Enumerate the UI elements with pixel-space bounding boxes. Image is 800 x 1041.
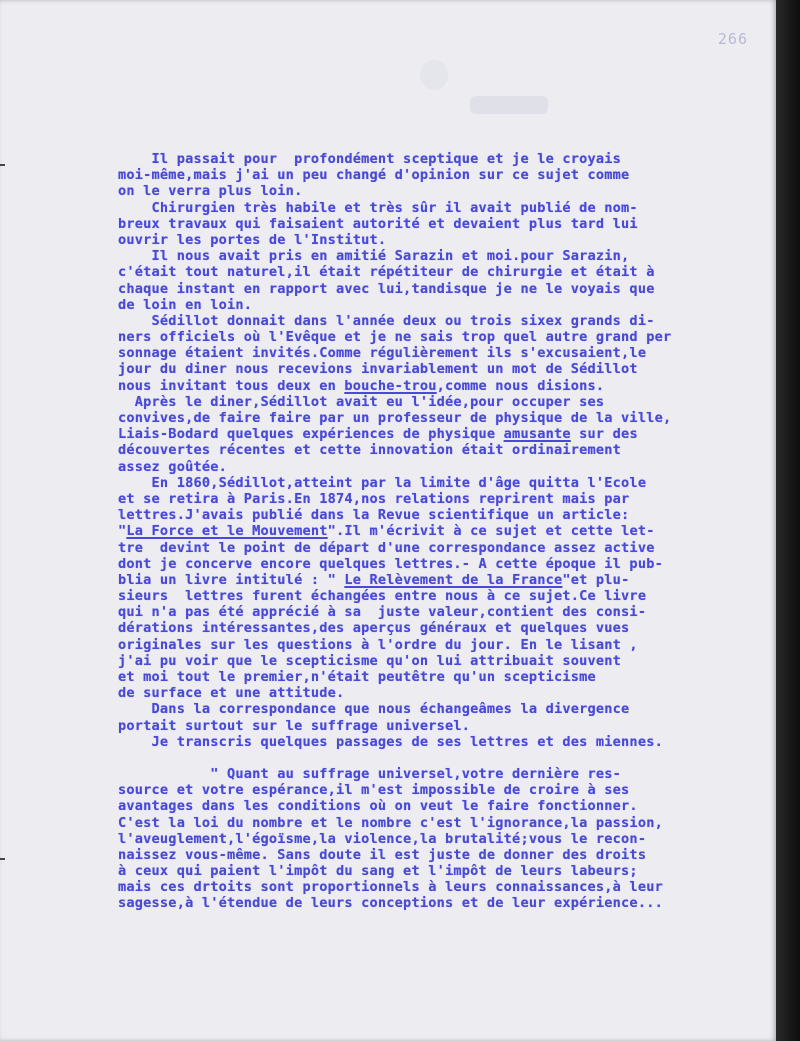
text-line [118,426,776,442]
text-line: Je transcris quelques passages de ses lettres et des miennes. [118,733,663,750]
text-line: chaque instant en rapport avec lui,tandisque je ne le voyais que [118,280,655,297]
underlined-text: Le Relèvement de la France [344,571,563,588]
text-segment: " [118,523,127,540]
underlined-text: bouche-trou [344,377,437,394]
text-line: sieurs lettres furent échangées entre nous à ce sujet.Ce livre [118,588,647,605]
body-text [118,151,776,912]
text-line: Après le diner,Sédillot avait eu l'idée,pour occuper ses [118,393,605,410]
margin-tick-mark [0,858,5,860]
text-line: de loin en loin. [118,296,253,313]
underlined-text: La Force et le Mouvement [126,523,328,540]
faint-stain [420,60,448,90]
text-segment: Liais-Bodard quelques expériences de physique [118,426,504,443]
faint-show-through-mark [470,96,548,114]
text-segment: nous invitant tous deux en [118,377,345,394]
text-line: ouvrir les portes de l'Institut. [118,231,387,248]
text-line: et se retira à Paris.En 1874,nos relations reprirent mais par [118,490,630,507]
text-segment: "et plu- [562,571,630,588]
text-line [118,378,776,394]
text-line: tre devint le point de départ d'une correspondance assez active [118,539,655,556]
text-line: mais ces drtoits sont proportionnels à leurs connaissances,à leur [118,879,663,896]
text-line: Sédillot donnait dans l'année deux ou trois sixex grands di- [118,312,655,329]
text-line: qui n'a pas été apprécié à sa juste valeur,contient des consi- [118,604,647,621]
text-line: breux travaux qui faisaient autorité et devaient plus tard lui [118,215,638,232]
text-line [118,523,776,539]
text-line: à ceux qui paient l'impôt du sang et l'impôt de leurs labeurs; [118,863,638,880]
text-line: naissez vous-même. Sans doute il est juste de donner des droits [118,846,647,863]
text-line: En 1860,Sédillot,atteint par la limite d'âge quitta l'Ecole [118,474,647,491]
text-line: lettres.J'avais publié dans la Revue scientifique un article: [118,507,630,524]
paragraph-gap [118,750,776,766]
text-line: dont je concerve encore quelques lettres.- A cette époque il pub- [118,555,663,572]
text-line: assez goûtée. [118,458,227,475]
text-line: portait surtout sur le suffrage universel. [118,717,471,734]
text-line: source et votre espérance,il m'est impossible de croire à ses [118,782,630,799]
text-segment: ".Il m'écrivit à ce sujet et cette let- [327,523,655,540]
text-line: sonnage étaient invités.Comme régulièrement ils s'excusaient,le [118,345,647,362]
underlined-text: amusante [503,426,571,443]
text-line: moi-même,mais j'ai un peu changé d'opinion sur ce sujet comme [118,167,630,184]
text-line: avantages dans les conditions où on veut le faire fonctionner. [118,798,638,815]
text-line: jour du diner nous recevions invariablement un mot de Sédillot [118,361,638,378]
text-line: j'ai pu voir que le scepticisme qu'on lui attribuait souvent [118,652,622,669]
text-line: Il nous avait pris en amitié Sarazin et moi.pour Sarazin, [118,248,630,265]
text-line: l'aveuglement,l'égoïsme,la violence,la brutalité;vous le recon- [118,830,647,847]
text-line: dérations intéressantes,des aperçus généraux et quelques vues [118,620,630,637]
text-line: " Quant au suffrage universel,votre dernière res- [118,765,622,782]
text-line: C'est la loi du nombre et le nombre c'est l'ignorance,la passion, [118,814,663,831]
text-line: originales sur les questions à l'ordre du jour. En le lisant , [118,636,638,653]
text-line: Chirurgien très habile et très sûr il avait publié de nom- [118,199,638,216]
text-line: de surface et une attitude. [118,685,345,702]
text-segment: blia un livre intitulé : " [118,571,345,588]
text-line: ners officiels où l'Evêque et je ne sais trop quel autre grand per [118,329,672,346]
scanner-edge [776,0,800,1041]
text-segment: sur des [570,426,638,443]
text-line: Il passait pour profondément sceptique et je le croyais [118,151,622,167]
text-line: découvertes récentes et cette innovation était ordinairement [118,442,622,459]
text-line [118,572,776,588]
margin-tick-mark [0,164,5,166]
text-line: et moi tout le premier,n'était peutêtre qu'un scepticisme [118,669,596,685]
text-line: on le verra plus loin. [118,183,303,200]
text-line: Dans la correspondance que nous échangeâmes la divergence [118,701,630,718]
text-line: c'était tout naturel,il était répétiteur de chirurgie et était à [118,264,655,281]
text-line: convives,de faire faire par un professeur de physique de la ville, [118,410,672,426]
text-segment: ,comme nous disions. [436,377,605,394]
page-number: 266 [717,30,748,48]
text-line: sagesse,à l'étendue de leurs conceptions et de leur expérience... [118,895,663,912]
